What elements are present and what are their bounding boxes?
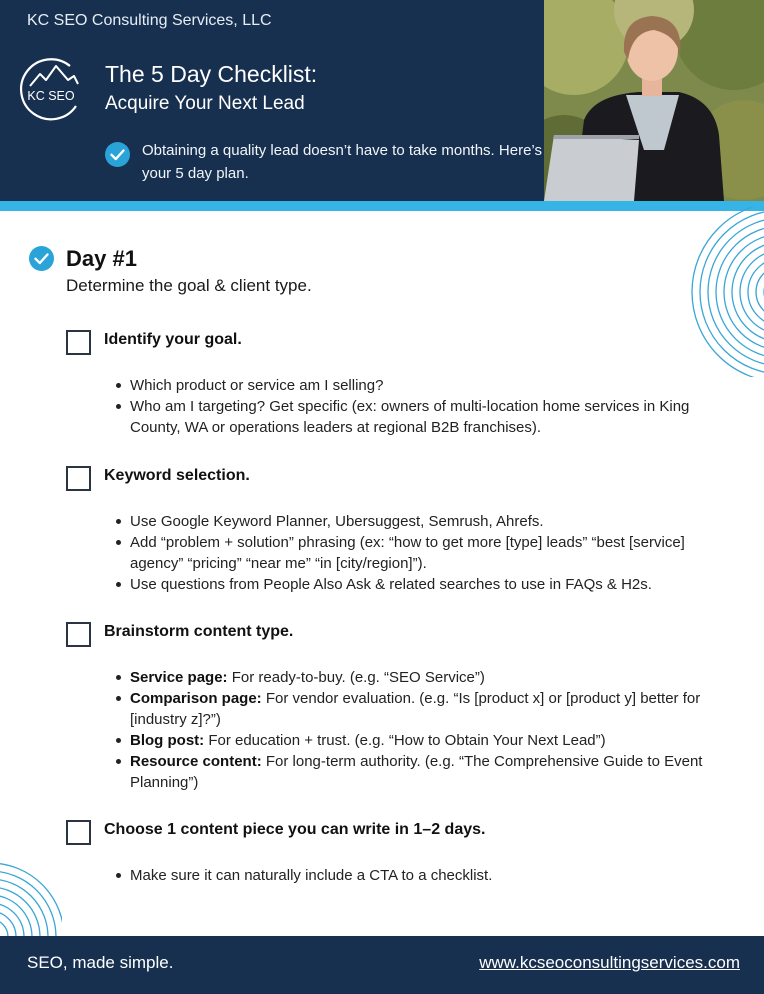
day-title: Day #1 <box>66 246 137 271</box>
task-checkbox[interactable] <box>66 622 91 647</box>
task-title: Brainstorm content type. <box>104 623 294 640</box>
bullet-text: Who am I targeting? Get specific (ex: owners of multi-location home services in King County, WA or operations leaders at regional B2B franchises). <box>130 398 690 436</box>
bullet-list <box>130 511 720 595</box>
document-title: The 5 Day Checklist: <box>105 61 318 87</box>
bullet-text: For vendor evaluation. (e.g. “Is [product x] or [product y] better for [industry z]?”) <box>130 690 701 728</box>
bullet-list <box>130 865 720 886</box>
check-circle-icon <box>104 141 131 168</box>
intro-text: Obtaining a quality lead doesn’t have to take months. Here’s your 5 day plan. <box>142 142 542 182</box>
bullet-label: Comparison page: <box>130 690 262 707</box>
day-subtitle: Determine the goal & client type. <box>66 276 312 295</box>
logo-text: KC SEO <box>27 89 75 103</box>
task-checkbox[interactable] <box>66 820 91 845</box>
bullet-item <box>130 375 720 396</box>
decorative-arcs-left <box>0 842 62 936</box>
bullet-text: Add “problem + solution” phrasing (ex: “how to get more [type] leads” “best [service] agency” “pricing” “near me” “in [city/region]”). <box>130 534 685 572</box>
footer <box>0 936 764 994</box>
check-circle-icon <box>28 245 55 272</box>
bullet-item <box>130 574 720 595</box>
bullet-label: Resource content: <box>130 753 262 770</box>
bullet-list <box>130 667 720 793</box>
accent-bar <box>0 201 764 211</box>
bullet-text: For ready-to-buy. (e.g. “SEO Service”) <box>231 669 485 686</box>
bullet-text: Make sure it can naturally include a CTA to a checklist. <box>130 867 493 884</box>
bullet-text: Use Google Keyword Planner, Ubersuggest, Semrush, Ahrefs. <box>130 513 544 530</box>
bullet-list <box>130 375 720 438</box>
author-photo <box>544 0 764 201</box>
mountain-icon <box>30 66 78 86</box>
bullet-item <box>130 532 720 574</box>
task-title: Identify your goal. <box>104 331 242 348</box>
bullet-item <box>130 396 720 438</box>
footer-tagline: SEO, made simple. <box>27 953 174 972</box>
bullet-item <box>130 751 720 793</box>
bullet-text: For education + trust. (e.g. “How to Obtain Your Next Lead”) <box>208 732 606 749</box>
bullet-text: Use questions from People Also Ask & related searches to use in FAQs & H2s. <box>130 576 652 593</box>
bullet-item <box>130 511 720 532</box>
company-name: KC SEO Consulting Services, LLC <box>27 12 272 29</box>
bullet-item <box>130 730 720 751</box>
bullet-label: Service page: <box>130 669 228 686</box>
bullet-text: For long-term authority. (e.g. “The Comprehensive Guide to Event Planning”) <box>130 753 703 791</box>
decorative-arcs-right <box>682 207 764 377</box>
bullet-item <box>130 688 720 730</box>
document-subtitle: Acquire Your Next Lead <box>105 93 305 114</box>
bullet-text: Which product or service am I selling? <box>130 377 384 394</box>
bullet-item <box>130 667 720 688</box>
logo <box>18 54 84 124</box>
task-checkbox[interactable] <box>66 330 91 355</box>
task-checkbox[interactable] <box>66 466 91 491</box>
bullet-item <box>130 865 720 886</box>
task-title: Choose 1 content piece you can write in 1–2 days. <box>104 821 486 838</box>
task-title: Keyword selection. <box>104 467 250 484</box>
header <box>0 0 764 201</box>
bullet-label: Blog post: <box>130 732 205 749</box>
website-link[interactable]: www.kcseoconsultingservices.com <box>479 953 740 972</box>
